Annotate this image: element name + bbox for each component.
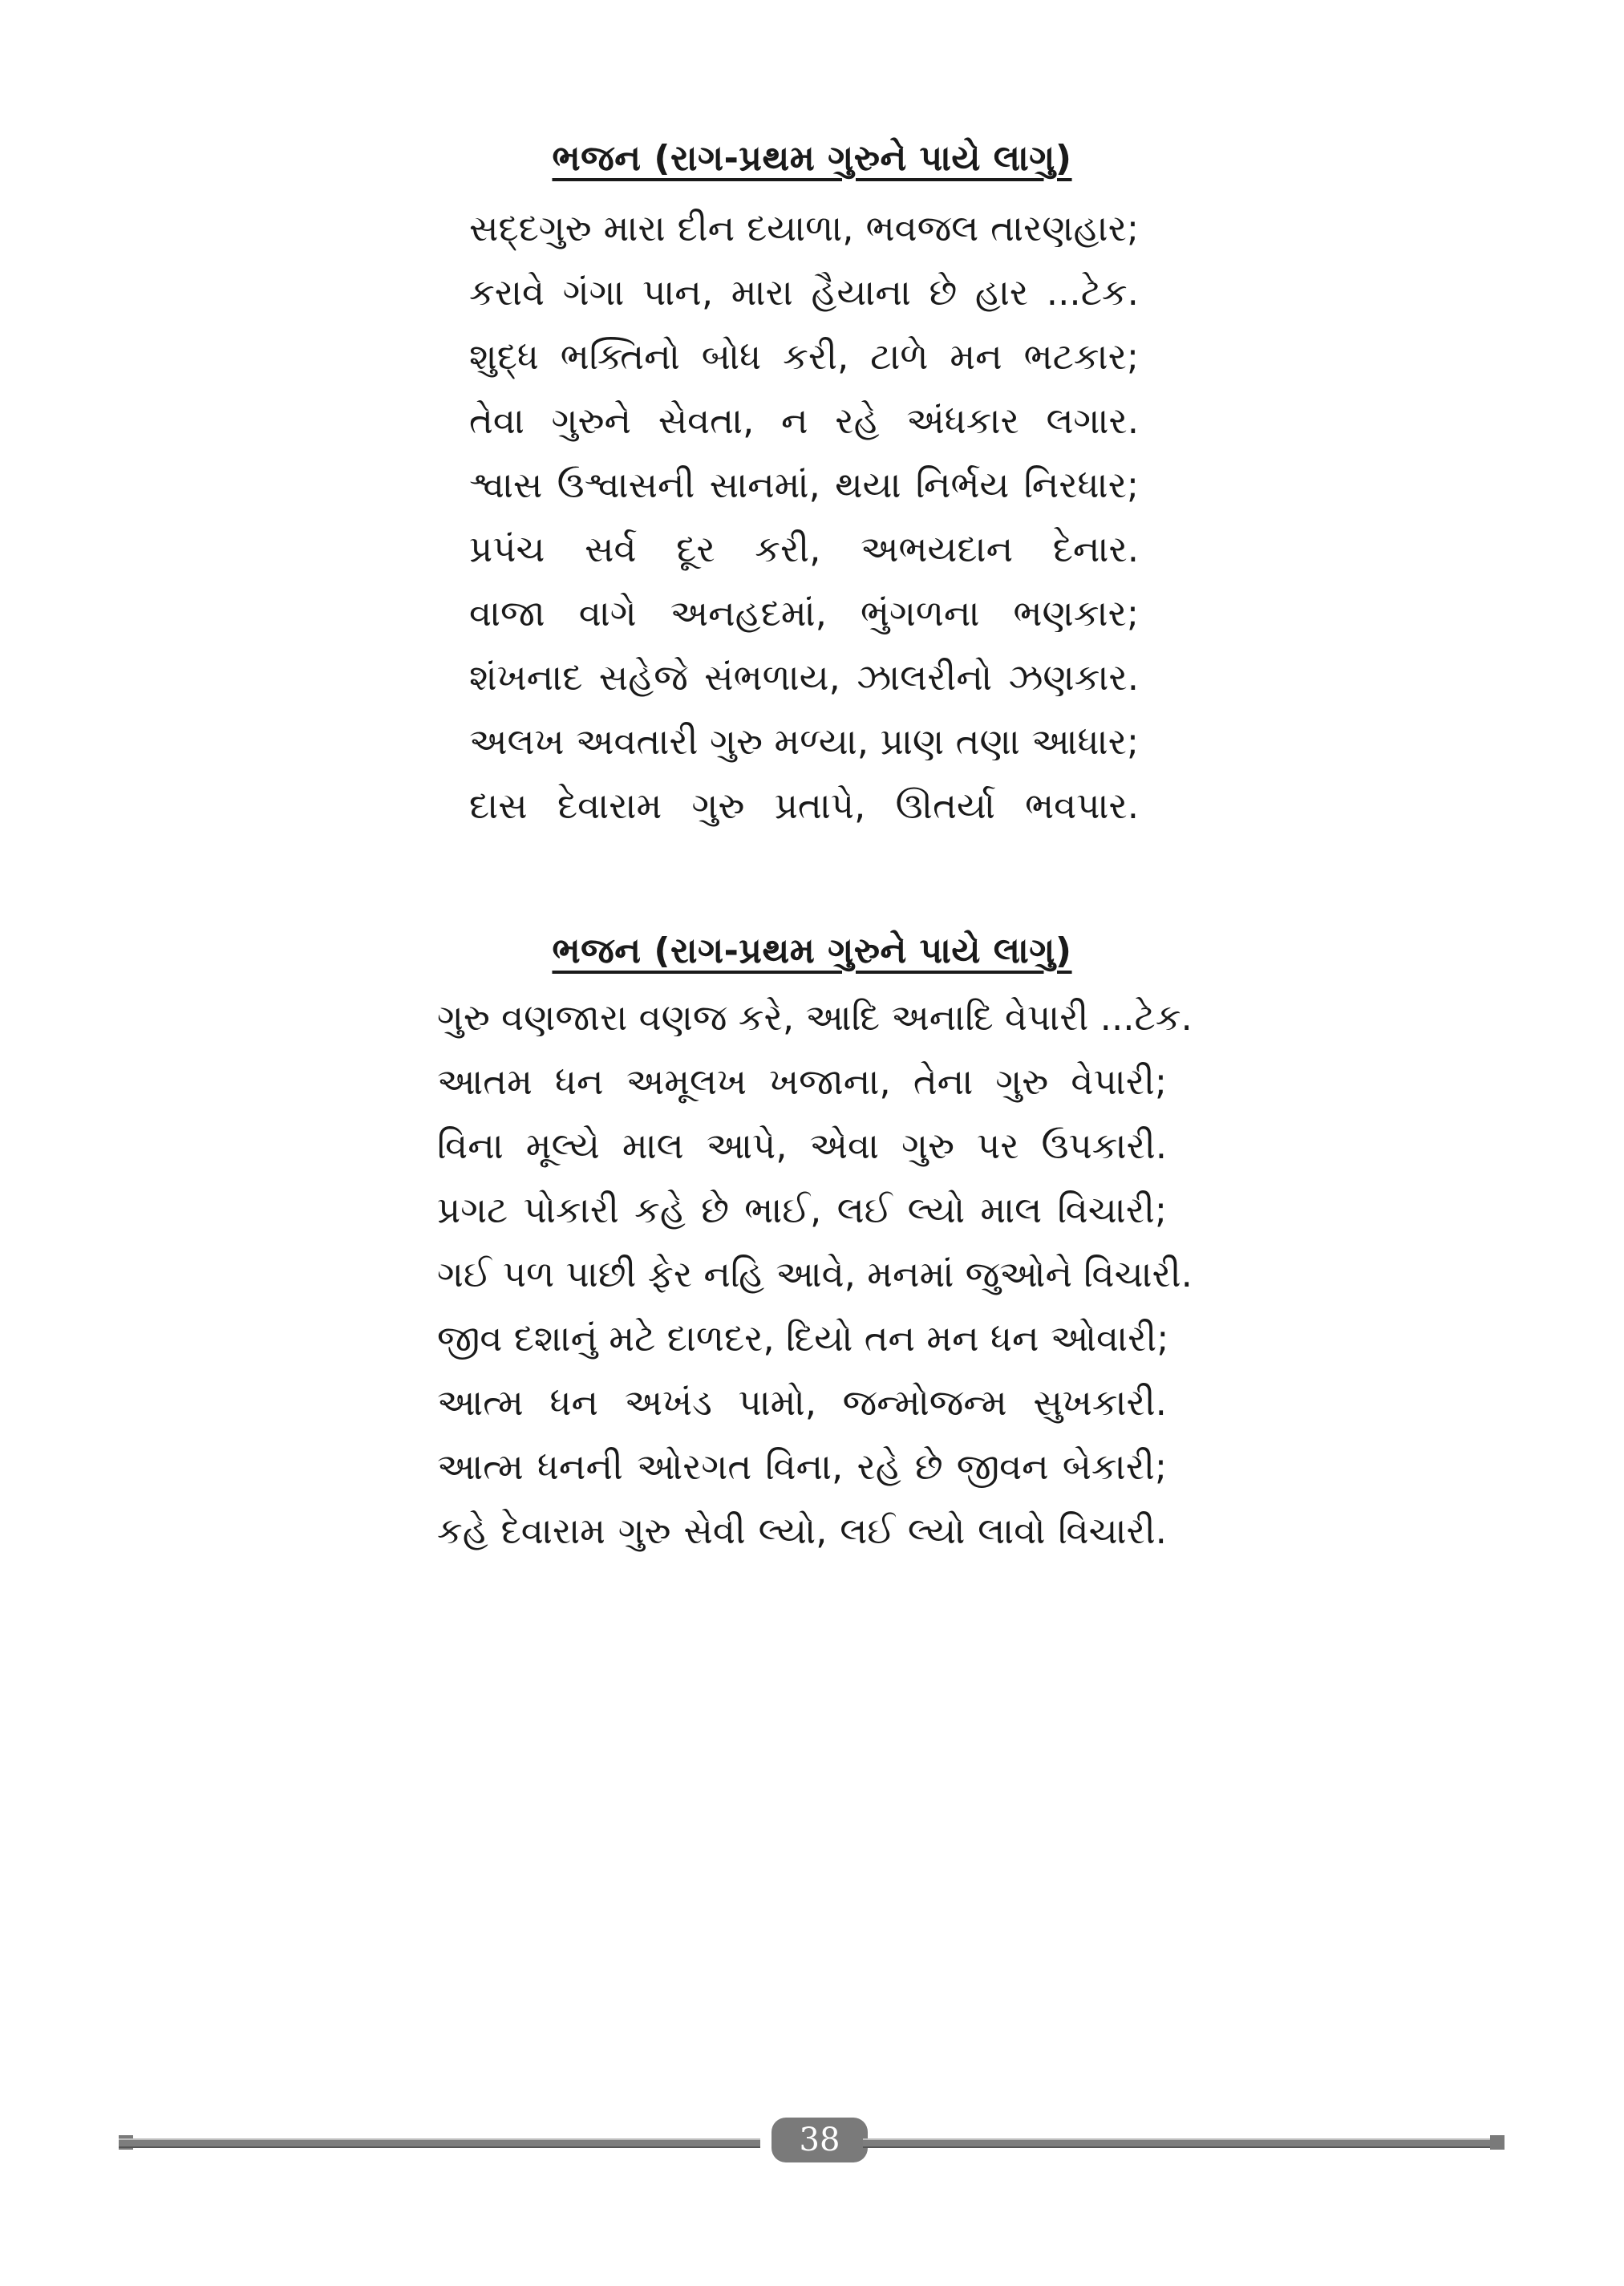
bhajan-1-title: ભજન (રાગ-પ્રથમ ગુરુને પાયે લાગુ) xyxy=(552,138,1072,179)
bhajan-2-line-4: પ્રગટ પોકારી કહે છે ભાઈ, લઈ લ્યો માલ વિચારી; xyxy=(437,1189,1167,1231)
bhajan-1-line-2: કરાવે ગંગા પાન, મારા હૈયાના છે હાર ...ટેક. xyxy=(469,271,1139,314)
footer-left-rule xyxy=(119,2138,760,2148)
bhajan-2-line-8: આત્મ ધનની ઓરગત વિના, રહે છે જીવન બેકારી; xyxy=(437,1445,1167,1488)
bhajan-1-line-6: પ્રપંચ સર્વ દૂર કરી, અભયદાન દેનાર. xyxy=(469,528,1139,570)
bhajan-2-line-9: કહે દેવારામ ગુરુ સેવી લ્યો, લઈ લ્યો લાવો વિચારી. xyxy=(437,1510,1167,1552)
bhajan-1-line-1: સદ્દગુરુ મારા દીન દયાળા, ભવજલ તારણહાર; xyxy=(469,207,1139,249)
bhajan-1-line-10: દાસ દેવારામ ગુરુ પ્રતાપે, ઊતર્યા ભવપાર. xyxy=(469,784,1139,827)
bhajan-2-line-5: ગઈ પળ પાછી ફેર નહિ આવે, મનમાં જુઓને વિચારી. xyxy=(437,1253,1193,1295)
bhajan-1-line-8: શંખનાદ સહેજે સંભળાય, ઝાલરીનો ઝણકાર. xyxy=(469,656,1139,699)
bhajan-2-line-2: આતમ ધન અમૂલખ ખજાના, તેના ગુરુ વેપારી; xyxy=(437,1060,1167,1103)
footer-right-cap xyxy=(1490,2135,1505,2150)
bhajan-2-line-1: ગુરુ વણજારા વણજ કરે, આદિ અનાદિ વેપારી ...ટેક. xyxy=(437,996,1193,1039)
bhajan-1-line-7: વાજા વાગે અનહદમાં, ભુંગળના ભણકાર; xyxy=(469,592,1139,634)
bhajan-2-title: ભજન (રાગ-પ્રથમ ગુરુને પાયે લાગુ) xyxy=(552,930,1072,971)
bhajan-2-line-3: વિના મૂલ્યે માલ આપે, એવા ગુરુ પર ઉપકારી. xyxy=(437,1125,1167,1167)
bhajan-2-line-7: આત્મ ધન અખંડ પામો, જન્મોજન્મ સુખકારી. xyxy=(437,1381,1167,1424)
bhajan-1-line-5: શ્વાસ ઉશ્વાસની સાનમાં, થયા નિર્ભય નિરધાર; xyxy=(469,464,1139,506)
page-footer xyxy=(119,2118,1505,2166)
bhajan-1-line-3: શુદ્ધ ભક્તિનો બોધ કરી, ટાળે મન ભટકાર; xyxy=(469,335,1139,378)
bhajan-1-line-4: તેવા ગુરુને સેવતા, ન રહે અંધકાર લગાર. xyxy=(469,399,1139,442)
page-number: 38 xyxy=(772,2118,868,2162)
bhajan-2-line-6: જીવ દશાનું મટે દાળદર, દિયો તન મન ધન ઓવારી; xyxy=(437,1317,1169,1360)
footer-right-rule xyxy=(863,2138,1505,2148)
bhajan-1-line-9: અલખ અવતારી ગુરુ મળ્યા, પ્રાણ તણા આધાર; xyxy=(469,720,1139,763)
